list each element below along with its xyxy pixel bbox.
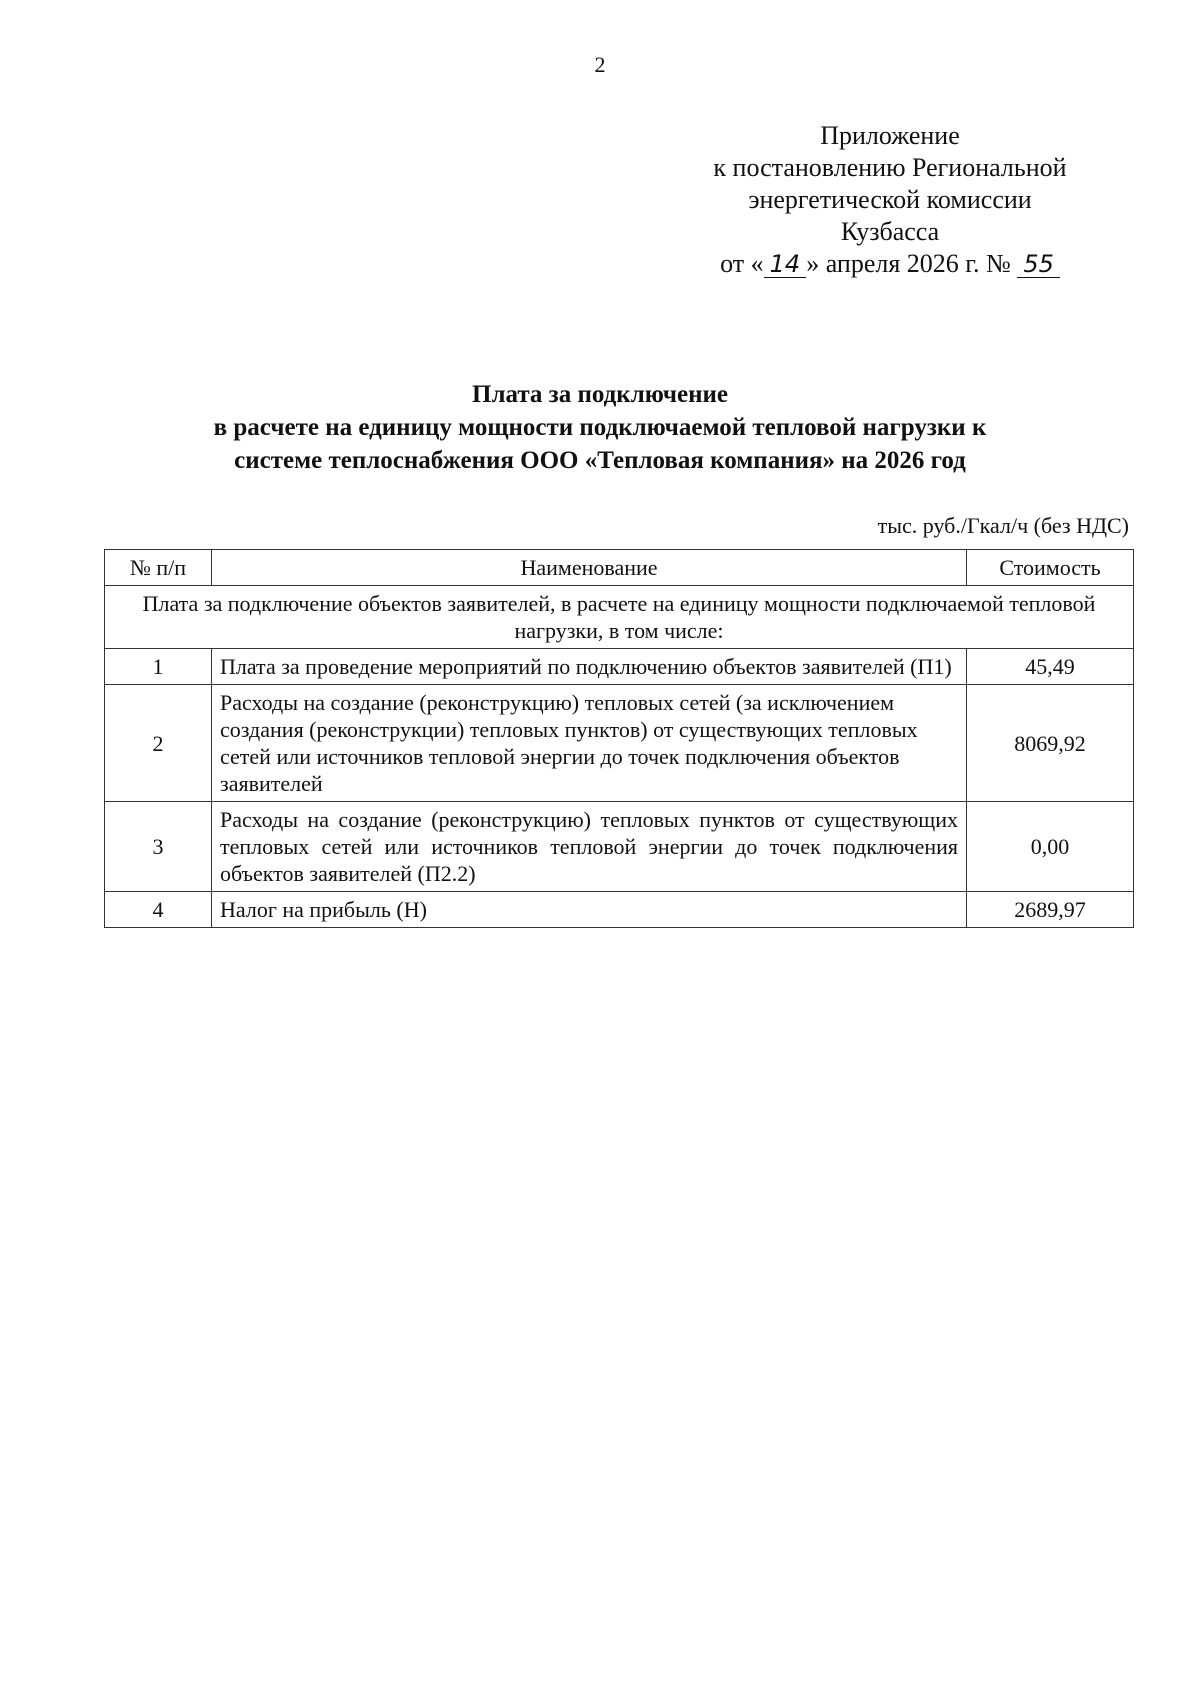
row-name: Плата за проведение мероприятий по подключению объектов заявителей (П1) (212, 649, 967, 685)
handwritten-day: 14 (764, 251, 807, 278)
section-row (105, 586, 1134, 649)
title-line-1: Плата за подключение (472, 381, 728, 408)
table-row (105, 892, 1134, 928)
table-row (105, 685, 1134, 802)
row-cost: 8069,92 (967, 685, 1134, 802)
row-name: Расходы на создание (реконструкцию) тепловых пунктов от существующих тепловых сетей или источников тепловой энергии до точек подключения объектов заявителей (П2.2) (212, 802, 967, 892)
header-cost: Стоимость (967, 550, 1134, 586)
row-num: 1 (105, 649, 212, 685)
appendix-block (690, 120, 1090, 280)
row-num: 4 (105, 892, 212, 928)
appendix-line-commission: энергетической комиссии (748, 185, 1032, 214)
table-header-row (105, 550, 1134, 586)
row-name: Расходы на создание (реконструкцию) тепловых сетей (за исключением создания (реконструкции) тепловых пунктов) от существующих тепловых сетей или источников тепловой энергии до точек подключения объектов заявителей (212, 685, 967, 802)
row-cost: 45,49 (967, 649, 1134, 685)
appendix-date-line (690, 248, 1090, 280)
header-name: Наименование (212, 550, 967, 586)
date-middle: » апреля 2026 г. № (806, 249, 1011, 278)
title-line-3: системе теплоснабжения ООО «Тепловая компания» на 2026 год (234, 447, 966, 474)
header-num: № п/п (105, 550, 212, 586)
row-num: 3 (105, 802, 212, 892)
handwritten-number: 55 (1017, 251, 1060, 278)
row-cost: 0,00 (967, 802, 1134, 892)
section-cell: Плата за подключение объектов заявителей, в расчете на единицу мощности подключаемой тепловой нагрузки, в том числе: (105, 586, 1134, 649)
appendix-line-region: Кузбасса (840, 217, 940, 246)
row-cost: 2689,97 (967, 892, 1134, 928)
row-name: Налог на прибыль (Н) (212, 892, 967, 928)
table-row (105, 649, 1134, 685)
appendix-line-resolution: к постановлению Региональной (713, 153, 1067, 182)
title-line-2: в расчете на единицу мощности подключаемой тепловой нагрузки к (213, 414, 987, 441)
appendix-title: Приложение (820, 121, 960, 150)
row-num: 2 (105, 685, 212, 802)
fees-table (104, 549, 1134, 928)
units-label: тыс. руб./Гкал/ч (без НДС) (877, 513, 1129, 538)
table-row (105, 802, 1134, 892)
page-number: 2 (594, 52, 606, 77)
date-prefix: от « (720, 249, 764, 278)
document-title (150, 378, 1050, 477)
